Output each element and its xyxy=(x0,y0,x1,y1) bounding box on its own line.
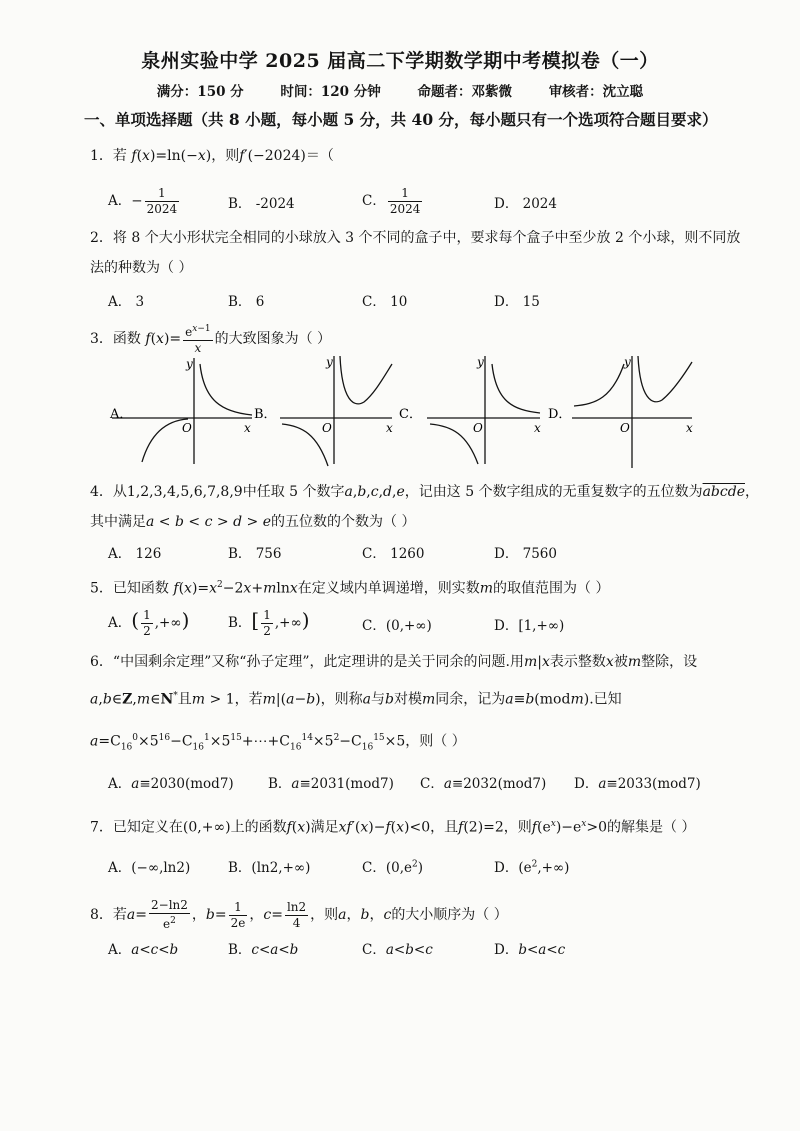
full-score: 满分：150 分 xyxy=(156,84,244,100)
question-4-line-1: 4．从1,2,3,4,5,6,7,8,9中任取 5 个数字a,b,c,d,e，记由这 5 个数字组成的无重复数字的五位数为abcde， xyxy=(90,484,759,500)
svg-text:O: O xyxy=(473,421,483,435)
q6-option-c[interactable]: C．a≡2032(mod7) xyxy=(420,776,547,792)
section-title: 一、单项选择题（共 8 小题，每小题 5 分，共 40 分，每小题只有一个选项符合题目要求） xyxy=(84,110,718,129)
q8-option-d[interactable]: D．b<a<c xyxy=(494,942,566,958)
question-1: 1．若 f(x)=ln(−x)，则f′(−2024)＝（ xyxy=(90,148,334,164)
q8-option-c[interactable]: C．a<b<c xyxy=(362,942,433,958)
svg-text:O: O xyxy=(182,421,192,435)
question-3: 3．函数 f(x)= $\frac{e^{x-1}}{x}$ 的大致图象为（ ） xyxy=(90,324,332,355)
question-2-line-2: 法的种数为（ ） xyxy=(90,260,193,276)
svg-text:x: x xyxy=(534,421,541,435)
q6-option-a[interactable]: A．a≡2030(mod7) xyxy=(108,776,234,792)
q6-option-b[interactable]: B．a≡2031(mod7) xyxy=(268,776,394,792)
question-6-line-1: 6．“中国剩余定理”又称“孙子定理”，此定理讲的是关于同余的问题.用m|x表示整数x被m整除，设 xyxy=(90,654,698,670)
q7-option-d[interactable]: D．$(e^2,+\infty)$ xyxy=(494,859,570,876)
q8-option-a[interactable]: A．a<c<b xyxy=(108,942,179,958)
q7-option-b[interactable]: B．(ln2,+∞) xyxy=(228,860,311,876)
graph-d-label: D． xyxy=(548,407,572,422)
exam-title: 泉州实验中学 2025 届高二下学期数学期中考模拟卷（一） xyxy=(141,50,659,72)
q2-option-c[interactable]: C． 10 xyxy=(362,294,408,310)
exam-reviewer: 审核者：沈立聪 xyxy=(548,84,644,100)
q4-option-c[interactable]: C． 1260 xyxy=(362,546,425,562)
graph-b[interactable] xyxy=(280,356,392,466)
question-7: 7．已知定义在(0,+∞)上的函数f(x)满足xf′(x)−f(x)<0，且f(2)=2，则$f(e^x)-e^x>0$的解集是（ ） xyxy=(90,819,696,836)
graph-a[interactable] xyxy=(112,358,252,464)
q4-option-a[interactable]: A． 126 xyxy=(108,546,162,562)
svg-text:x: x xyxy=(244,421,251,435)
svg-text:O: O xyxy=(322,421,332,435)
q5-option-c[interactable]: C．(0,+∞) xyxy=(362,618,432,634)
q7-option-a[interactable]: A．(−∞,ln2) xyxy=(108,860,191,876)
graph-c-label: C． xyxy=(399,407,422,422)
q6-option-d[interactable]: D．a≡2033(mod7) xyxy=(574,776,701,792)
svg-text:y: y xyxy=(624,355,631,369)
svg-text:y: y xyxy=(477,355,484,369)
question-2-line-1: 2．将 8 个大小形状完全相同的小球放入 3 个不同的盒子中，要求每个盒子中至少放 2 个小球，则不同放 xyxy=(90,230,741,246)
question-5: 5．已知函数 $f(x)=x^2-2x+mlnx$在定义域内单调递增，则实数m的取值范围为（ ） xyxy=(90,580,610,597)
graph-a-label: A． xyxy=(110,407,133,422)
graph-c[interactable] xyxy=(427,356,540,464)
svg-text:O: O xyxy=(620,421,630,435)
q1-option-b[interactable]: B． -2024 xyxy=(228,196,295,212)
svg-text:y: y xyxy=(326,355,333,369)
svg-text:x: x xyxy=(386,421,393,435)
question-3-graphs xyxy=(102,346,702,476)
q2-option-d[interactable]: D． 15 xyxy=(494,294,540,310)
svg-text:x: x xyxy=(686,421,693,435)
question-6-line-3: $a=C_{16}^0\times 5^{16}-C_{16}^1\times 5^{15}+\cdots+C_{16}^{14}\times 5^2-C_{16}^{15}\times 5$，则（ ） xyxy=(90,733,466,753)
q4-option-b[interactable]: B． 756 xyxy=(228,546,282,562)
q1-option-c[interactable]: C． $\frac{1}{2024}$ xyxy=(362,186,421,216)
exam-meta xyxy=(0,80,800,100)
q7-option-c[interactable]: C．$(0,e^2)$ xyxy=(362,859,423,876)
q5-option-b[interactable]: B．[ $\frac{1}{2}$ ,+∞) xyxy=(228,608,310,638)
q2-option-a[interactable]: A． 3 xyxy=(108,294,145,310)
q5-option-d[interactable]: D．[1,+∞) xyxy=(494,618,565,634)
svg-text:y: y xyxy=(186,357,193,371)
q1-option-a[interactable]: A．− $\frac{1}{2024}$ xyxy=(108,186,178,216)
q4-option-d[interactable]: D． 7560 xyxy=(494,546,557,562)
q2-option-b[interactable]: B． 6 xyxy=(228,294,265,310)
graph-b-label: B． xyxy=(254,407,277,422)
question-6-line-2: a,b∈Z,m∈N*且m > 1，若m|(a−b)，则称a与b对模m同余，记为a≡b(modm).已知 xyxy=(90,691,622,708)
exam-time: 时间：120 分钟 xyxy=(280,84,381,100)
q8-option-b[interactable]: B．c<a<b xyxy=(228,942,299,958)
q1-option-d[interactable]: D． 2024 xyxy=(494,196,557,212)
graph-d[interactable] xyxy=(572,356,692,468)
question-4-line-2: 其中满足a < b < c > d > e的五位数的个数为（ ） xyxy=(90,514,416,530)
exam-author: 命题者：邓紫微 xyxy=(417,84,512,100)
q5-option-a[interactable]: A．( $\frac{1}{2}$ ,+∞) xyxy=(108,608,190,638)
question-8: 8．若a= $\frac{2-\ln 2}{e^2}$ ，b= $\frac{1}{2e}$ ，c= $\frac{\ln 2}{4}$ ，则a，b，c的大小顺序为（ ） xyxy=(90,898,508,931)
